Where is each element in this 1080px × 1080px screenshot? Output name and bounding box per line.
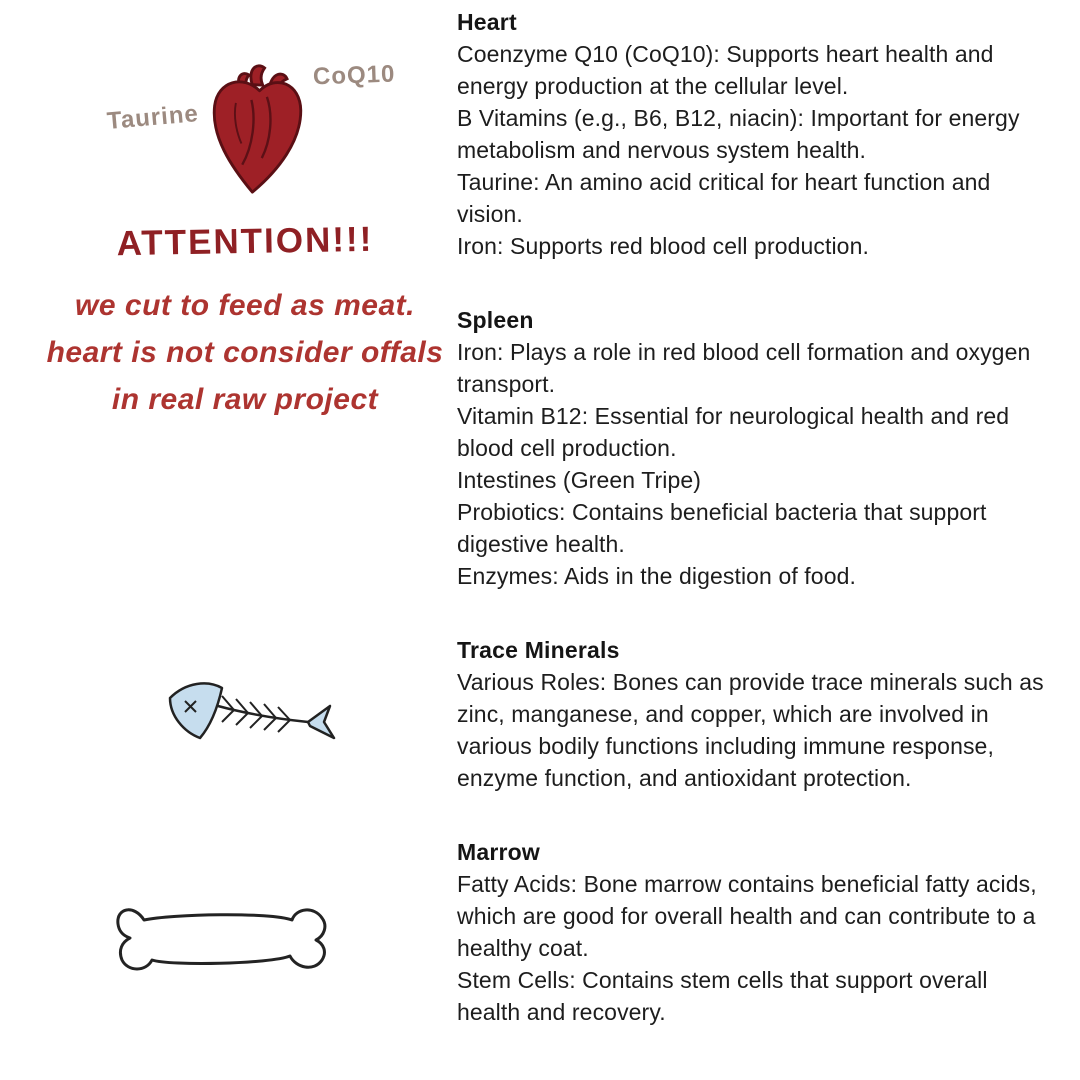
- section-heart: [457, 6, 1045, 262]
- section-heading: Heart: [457, 9, 517, 35]
- section-paragraph: Fatty Acids: Bone marrow contains beneficial fatty acids, which are good for overall health and can contribute to a healthy coat.: [457, 871, 1037, 961]
- section-paragraph: Taurine: An amino acid critical for heart function and vision.: [457, 169, 991, 227]
- section-heading: Marrow: [457, 839, 540, 865]
- section-paragraph: Enzymes: Aids in the digestion of food.: [457, 563, 856, 589]
- section-paragraph: Stem Cells: Contains stem cells that support overall health and recovery.: [457, 967, 988, 1025]
- section-trace-minerals: [457, 634, 1045, 794]
- section-paragraph: Iron: Supports red blood cell production.: [457, 233, 869, 259]
- heart-icon: [196, 51, 319, 209]
- fish-tail-shape: [308, 706, 334, 738]
- attention-callout: [30, 219, 460, 423]
- attention-note-line: in real raw project: [111, 383, 379, 416]
- illustration-column: [0, 0, 450, 1080]
- section-paragraph: Probiotics: Contains beneficial bacteria that support digestive health.: [457, 499, 987, 557]
- section-marrow: [457, 836, 1045, 1028]
- attention-note: [30, 282, 460, 423]
- attention-note-line: heart is not consider offals: [46, 336, 444, 369]
- taurine-label: Taurine: [105, 100, 200, 135]
- section-heading: Spleen: [457, 307, 534, 333]
- section-heading: Trace Minerals: [457, 637, 620, 663]
- section-paragraph: B Vitamins (e.g., B6, B12, niacin): Important for energy metabolism and nervous system health.: [457, 105, 1020, 163]
- section-spleen: [457, 304, 1045, 592]
- heart-body-shape: [210, 79, 302, 194]
- coq10-label: CoQ10: [312, 60, 396, 91]
- section-paragraph: Intestines (Green Tripe): [457, 467, 702, 493]
- heart-illustration: [95, 52, 395, 217]
- attention-note-line: we cut to feed as meat.: [75, 289, 415, 322]
- section-paragraph: Vitamin B12: Essential for neurological health and red blood cell production.: [457, 403, 1010, 461]
- section-paragraph: Coenzyme Q10 (CoQ10): Supports heart health and energy production at the cellular level.: [457, 41, 994, 99]
- fish-skeleton-icon: [160, 662, 342, 776]
- bone-icon: [110, 888, 338, 990]
- bone-outline-shape: [118, 910, 325, 969]
- section-paragraph: Various Roles: Bones can provide trace minerals such as zinc, manganese, and copper, which are involved in various bodily functions including immune response, enzyme function, and antioxidant protection.: [457, 669, 1044, 791]
- heart-vessel-shape: [250, 65, 264, 85]
- section-paragraph: Iron: Plays a role in red blood cell formation and oxygen transport.: [457, 339, 1031, 397]
- content-column: [457, 6, 1045, 1070]
- attention-title: ATTENTION!!!: [116, 219, 374, 264]
